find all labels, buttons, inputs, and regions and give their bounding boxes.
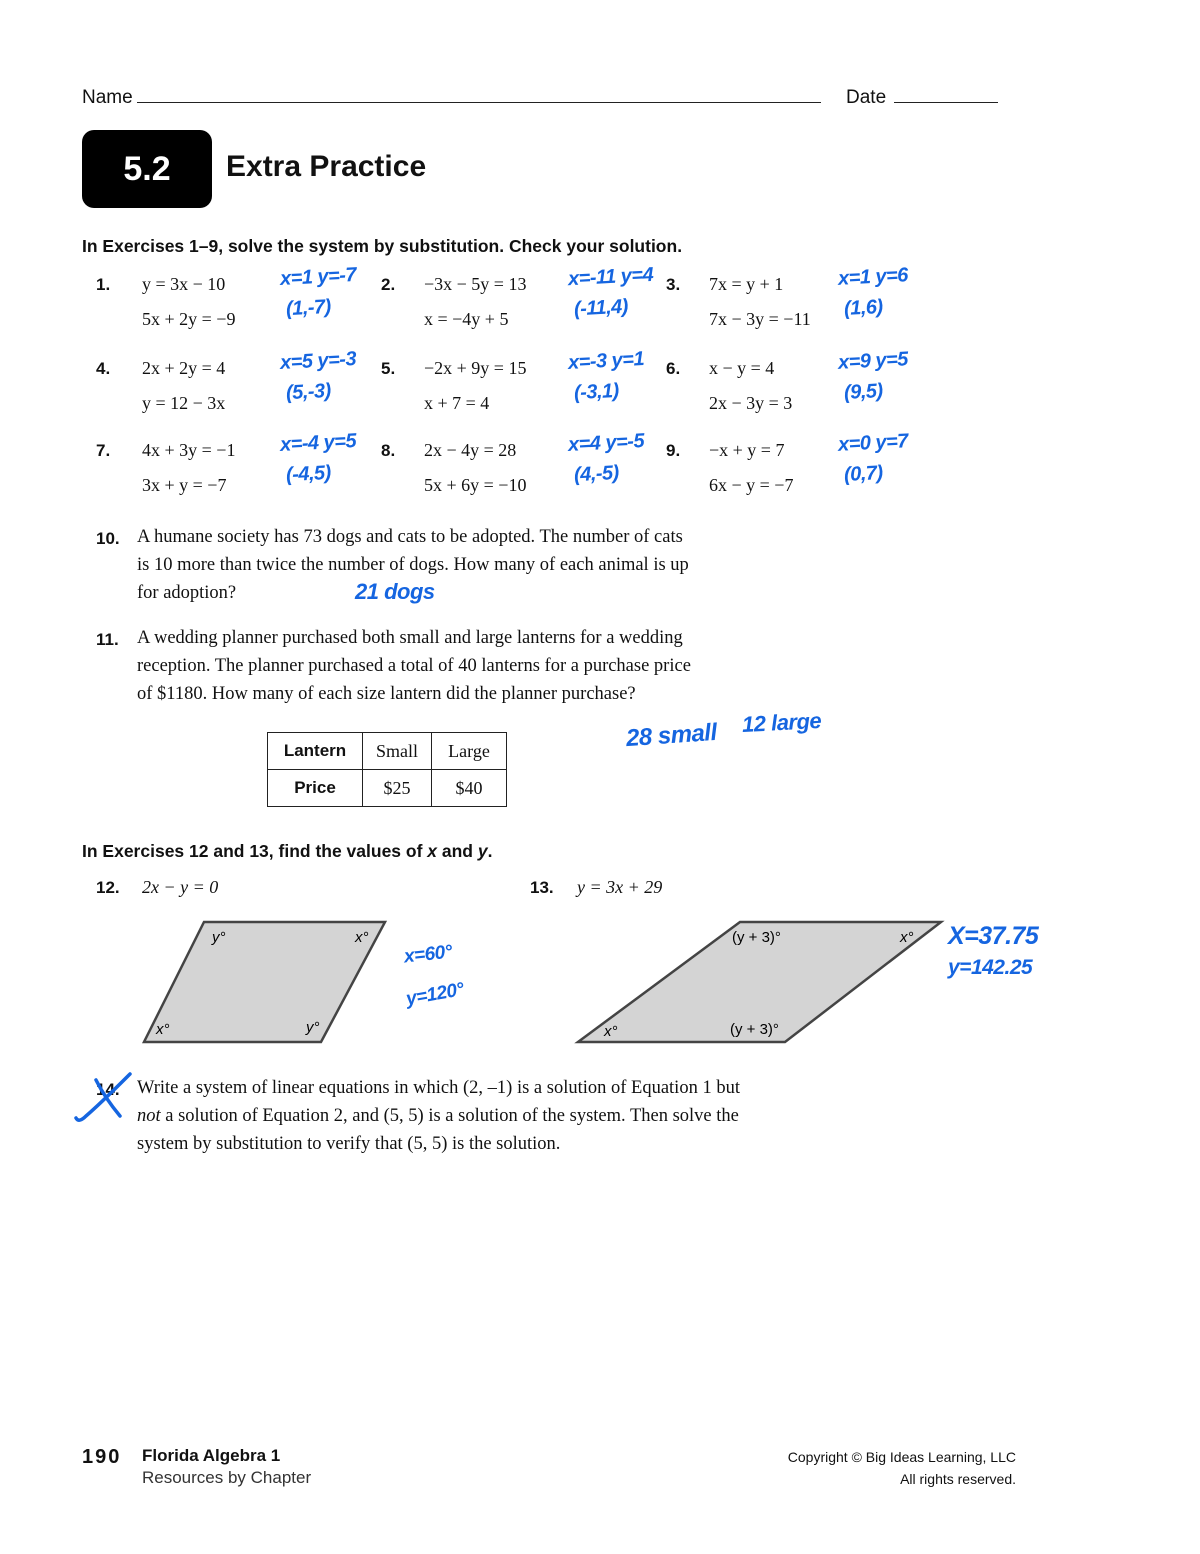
table-cell-large: Large bbox=[432, 733, 507, 770]
problem-10-line: for adoption? bbox=[137, 583, 237, 603]
problem-11-number: 11. bbox=[96, 630, 119, 649]
answer-12-y: y=120° bbox=[404, 979, 466, 1010]
problem-11-line: A wedding planner purchased both small and large lanterns for a wedding bbox=[137, 628, 683, 648]
exercise-answer-point: (5,-3) bbox=[285, 379, 332, 405]
table-cell-price-large: $40 bbox=[432, 770, 507, 807]
problem-11-line: reception. The planner purchased a total of 40 lanterns for a purchase price bbox=[137, 656, 691, 676]
problem-14-text bbox=[137, 1074, 740, 1158]
exercise-equation-2: 2x − 3y = 3 bbox=[709, 393, 793, 413]
exercise-answer-point: (4,-5) bbox=[573, 461, 620, 487]
problem-14-not: not bbox=[137, 1106, 161, 1126]
exercise-equation-1: 4x + 3y = −1 bbox=[142, 440, 236, 460]
answer-13-y: y=142.25 bbox=[948, 956, 1033, 979]
name-line[interactable] bbox=[137, 86, 821, 103]
exercise-equation-2: 6x − y = −7 bbox=[709, 475, 794, 495]
exercise-equation-1: 2x + 2y = 4 bbox=[142, 358, 226, 378]
rights: All rights reserved. bbox=[900, 1471, 1016, 1487]
exercise-answer-point: (0,7) bbox=[843, 462, 884, 486]
problem-13-equation: y = 3x + 29 bbox=[577, 877, 663, 897]
answer-10: 21 dogs bbox=[355, 579, 435, 604]
exercise-equation-2: 5x + 2y = −9 bbox=[142, 309, 236, 329]
exercise-answer-values: x=1 y=-7 bbox=[279, 264, 357, 290]
date-field[interactable] bbox=[846, 86, 998, 109]
angle-label-tr: x° bbox=[900, 929, 914, 946]
angle-label-top: (y + 3)° bbox=[732, 929, 781, 946]
exercise-equation-2: 5x + 6y = −10 bbox=[424, 475, 527, 495]
name-label: Name bbox=[82, 87, 133, 108]
exercise-answer-values: x=-11 y=4 bbox=[567, 263, 654, 291]
table-cell-price-small: $25 bbox=[363, 770, 432, 807]
exercise-answer-point: (-11,4) bbox=[573, 295, 629, 321]
exercise-equation-2: 7x − 3y = −11 bbox=[709, 309, 811, 329]
table-head-lantern: Lantern bbox=[268, 733, 363, 770]
exercise-equation-1: −2x + 9y = 15 bbox=[424, 358, 527, 378]
instruction-2-pre: In Exercises 12 and 13, find the values of bbox=[82, 841, 428, 861]
cross-mark-icon bbox=[72, 1070, 134, 1126]
exercise-equation-1: −x + y = 7 bbox=[709, 440, 785, 460]
exercise-answer-values: x=-3 y=1 bbox=[567, 348, 645, 374]
exercise-number: 2. bbox=[381, 275, 396, 294]
exercise-answer-point: (-3,1) bbox=[573, 379, 620, 405]
exercise-number: 1. bbox=[96, 275, 111, 294]
exercise-equation-1: x − y = 4 bbox=[709, 358, 775, 378]
exercise-equation-2: 3x + y = −7 bbox=[142, 475, 227, 495]
table-cell-small: Small bbox=[363, 733, 432, 770]
problem-14-line-2 bbox=[137, 1102, 740, 1130]
problem-14-line-2-rest: a solution of Equation 2, and (5, 5) is a solution of the system. Then solve the bbox=[160, 1106, 739, 1126]
section-badge: 5.2 bbox=[82, 130, 212, 208]
problem-11-line: of $1180. How many of each size lantern did the planner purchase? bbox=[137, 684, 636, 704]
problem-10-number: 10. bbox=[96, 529, 120, 548]
angle-label-bl: x° bbox=[604, 1023, 618, 1040]
problem-14-line-1: Write a system of linear equations in which (2, –1) is a solution of Equation 1 but bbox=[137, 1078, 740, 1098]
instruction-2-mid: and bbox=[437, 841, 478, 861]
problem-14-number: 14. bbox=[96, 1080, 120, 1099]
parallelogram-13 bbox=[574, 918, 946, 1048]
problem-12-number: 12. bbox=[96, 878, 120, 897]
exercise-answer-values: x=1 y=6 bbox=[837, 264, 909, 290]
exercise-answer-values: x=4 y=-5 bbox=[567, 430, 645, 456]
answer-12-x: x=60° bbox=[402, 941, 453, 968]
exercise-answer-values: x=-4 y=5 bbox=[279, 430, 357, 456]
lantern-table bbox=[267, 732, 507, 807]
instruction-2 bbox=[82, 841, 492, 862]
exercise-number: 4. bbox=[96, 359, 111, 378]
book-title: Florida Algebra 1 bbox=[142, 1446, 281, 1465]
problem-13-number: 13. bbox=[530, 878, 554, 897]
table-head-price: Price bbox=[268, 770, 363, 807]
exercise-equation-2: y = 12 − 3x bbox=[142, 393, 226, 413]
exercise-answer-values: x=9 y=5 bbox=[837, 348, 909, 374]
page-title: Extra Practice bbox=[226, 150, 427, 183]
exercise-number: 7. bbox=[96, 441, 111, 460]
exercise-answer-values: x=5 y=-3 bbox=[279, 348, 357, 374]
instruction-1: In Exercises 1–9, solve the system by substitution. Check your solution. bbox=[82, 236, 683, 256]
problem-10-line: A humane society has 73 dogs and cats to be adopted. The number of cats bbox=[137, 527, 683, 547]
exercise-answer-point: (1,6) bbox=[843, 296, 884, 320]
exercise-number: 8. bbox=[381, 441, 396, 460]
angle-label-tl: y° bbox=[212, 929, 226, 946]
instruction-2-y: y bbox=[477, 841, 488, 861]
exercise-answer-point: (9,5) bbox=[843, 380, 884, 404]
exercise-equation-1: y = 3x − 10 bbox=[142, 274, 226, 294]
parallelogram-12-shape bbox=[144, 922, 385, 1042]
date-line[interactable] bbox=[894, 86, 998, 103]
name-field[interactable] bbox=[82, 86, 821, 109]
exercise-equation-1: 2x − 4y = 28 bbox=[424, 440, 517, 460]
parallelogram-12 bbox=[140, 918, 390, 1048]
problem-10-line: is 10 more than twice the number of dogs. How many of each animal is up bbox=[137, 555, 689, 575]
answer-13-x: X=37.75 bbox=[948, 922, 1039, 950]
exercise-equation-2: x + 7 = 4 bbox=[424, 393, 490, 413]
exercise-number: 9. bbox=[666, 441, 681, 460]
angle-label-tr: x° bbox=[355, 929, 369, 946]
book-subtitle: Resources by Chapter bbox=[142, 1468, 312, 1487]
exercise-equation-2: x = −4y + 5 bbox=[424, 309, 509, 329]
problem-14-line-3: system by substitution to verify that (5, 5) is the solution. bbox=[137, 1134, 561, 1154]
page-number: 190 bbox=[82, 1446, 122, 1468]
exercise-answer-point: (1,-7) bbox=[285, 295, 332, 321]
exercise-number: 6. bbox=[666, 359, 681, 378]
exercise-number: 3. bbox=[666, 275, 681, 294]
angle-label-bl: x° bbox=[156, 1021, 170, 1038]
date-label: Date bbox=[846, 87, 887, 108]
exercise-equation-1: −3x − 5y = 13 bbox=[424, 274, 527, 294]
exercise-answer-values: x=0 y=7 bbox=[837, 430, 909, 456]
copyright: Copyright © Big Ideas Learning, LLC bbox=[787, 1449, 1016, 1465]
angle-label-br: y° bbox=[306, 1019, 320, 1036]
exercise-answer-point: (-4,5) bbox=[285, 461, 332, 487]
problem-12-equation: 2x − y = 0 bbox=[142, 877, 219, 897]
problem-11-text bbox=[137, 624, 691, 708]
exercise-number: 5. bbox=[381, 359, 396, 378]
angle-label-bottom: (y + 3)° bbox=[730, 1021, 779, 1038]
answer-11-small: 28 small bbox=[625, 718, 718, 753]
answer-11-large: 12 large bbox=[741, 707, 822, 738]
instruction-2-post: . bbox=[487, 841, 493, 861]
instruction-2-x: x bbox=[427, 841, 438, 861]
exercise-equation-1: 7x = y + 1 bbox=[709, 274, 784, 294]
